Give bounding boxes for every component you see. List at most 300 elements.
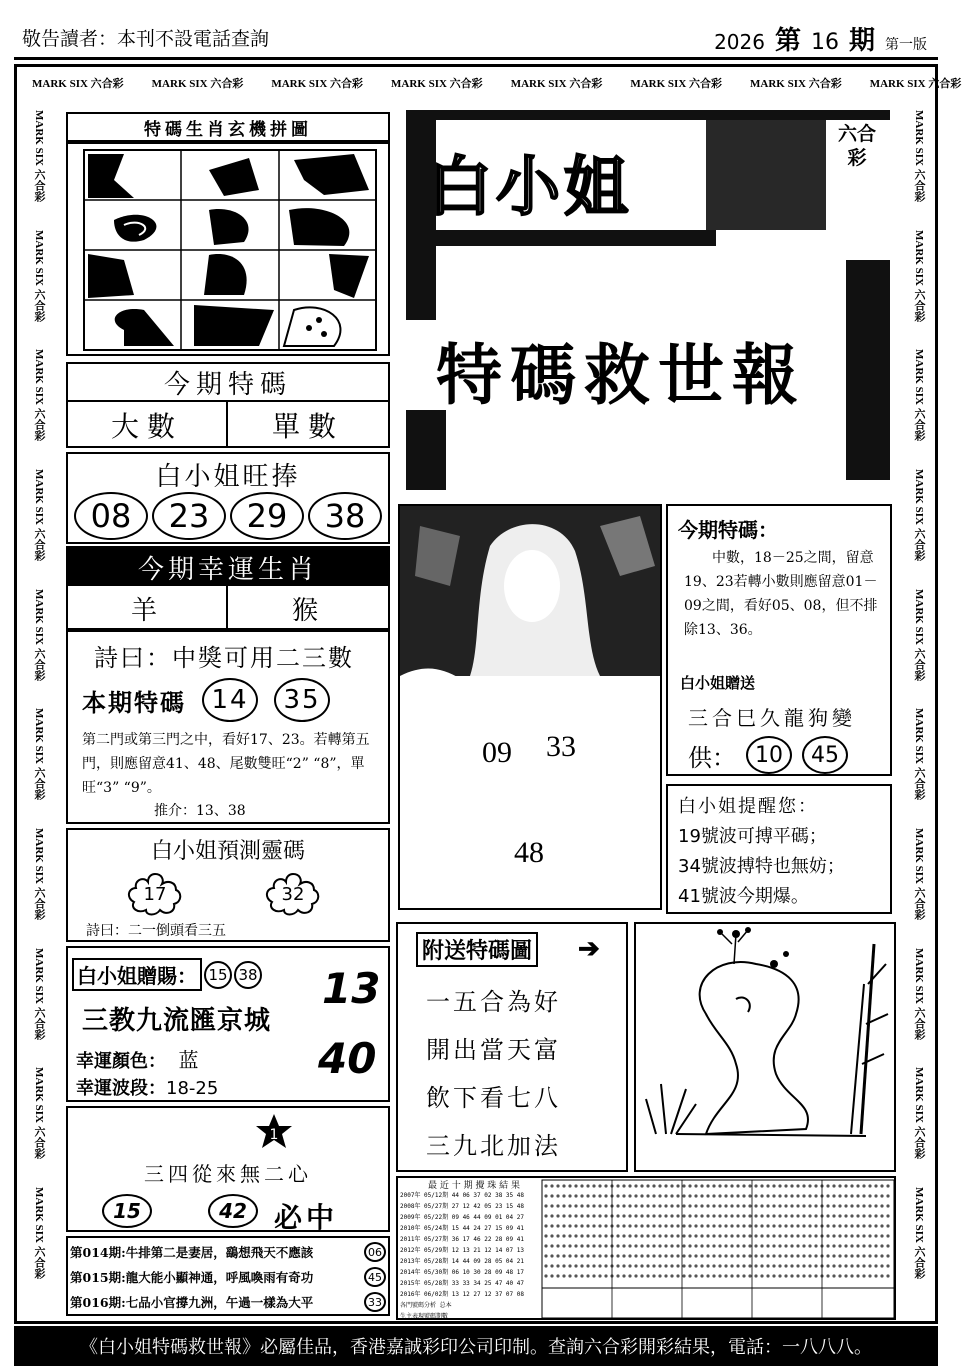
masthead-title-top: 白小姐: [428, 150, 632, 225]
grid-dot: [580, 1234, 583, 1237]
grid-dot: [796, 1224, 799, 1227]
grid-dot: [580, 1214, 583, 1217]
offer-label: 供：: [688, 743, 736, 772]
grid-dot: [886, 1194, 889, 1197]
grid-dot: [646, 1274, 649, 1277]
grid-dot: [802, 1204, 805, 1207]
grid-dot: [796, 1194, 799, 1197]
grid-dot: [664, 1234, 667, 1237]
grid-dot: [622, 1234, 625, 1237]
grid-dot: [586, 1264, 589, 1267]
grid-dot: [766, 1234, 769, 1237]
grid-dot: [850, 1184, 853, 1187]
grid-dot: [706, 1274, 709, 1277]
flower-number: [126, 870, 184, 918]
grid-dot: [808, 1274, 811, 1277]
grid-dot: [676, 1264, 679, 1267]
grid-dot: [628, 1274, 631, 1277]
grid-dot: [580, 1224, 583, 1227]
grid-dot: [724, 1254, 727, 1257]
grid-dot: [598, 1244, 601, 1247]
grid-dot: [700, 1264, 703, 1267]
grid-dot: [574, 1184, 577, 1187]
page-footer: 《白小姐特碼救世報》必屬佳品，香港嘉誠彩印公司印制。查詢六合彩開彩結果，電話：一八八八。: [14, 1326, 938, 1366]
grid-dot: [778, 1224, 781, 1227]
grid-dot: [694, 1234, 697, 1237]
grid-dot: [844, 1244, 847, 1247]
number-ball: 10: [746, 736, 792, 774]
grid-dot: [676, 1234, 679, 1237]
ribbon-text: MARK SIX 六合彩: [750, 78, 842, 90]
grid-dot: [832, 1184, 835, 1187]
drawing-box: [634, 922, 896, 1172]
dot-grid-icon: [542, 1180, 894, 1318]
grid-dot: [886, 1184, 889, 1187]
grid-dot: [784, 1224, 787, 1227]
grid-dot: [574, 1254, 577, 1257]
grid-dot: [598, 1194, 601, 1197]
edition-label: 第一版: [885, 37, 927, 53]
bonus-line: 開出當天富: [426, 1036, 561, 1064]
grid-dot: [706, 1214, 709, 1217]
grid-dot: [670, 1254, 673, 1257]
grid-dot: [778, 1214, 781, 1217]
grid-dot: [742, 1184, 745, 1187]
grid-dot: [550, 1234, 553, 1237]
grid-dot: [880, 1194, 883, 1197]
wang-bang-box: [66, 452, 390, 544]
grid-dot: [616, 1184, 619, 1187]
grid-dot: [874, 1184, 877, 1187]
grid-dot: [814, 1194, 817, 1197]
grid-dot: [778, 1254, 781, 1257]
grid-dot: [622, 1214, 625, 1217]
number-ball: 14: [202, 678, 258, 722]
grid-dot: [832, 1254, 835, 1257]
grid-dot: [790, 1194, 793, 1197]
grid-dot: [544, 1274, 547, 1277]
grid-dot: [742, 1204, 745, 1207]
grid-dot: [808, 1204, 811, 1207]
grid-dot: [580, 1264, 583, 1267]
gift-line: 三教九流匯京城: [82, 1006, 272, 1036]
grid-dot: [604, 1214, 607, 1217]
grid-dot: [772, 1204, 775, 1207]
predict-title: 白小姐預測靈碼: [150, 839, 305, 864]
grid-dot: [592, 1254, 595, 1257]
grid-dot: [760, 1194, 763, 1197]
grid-dot: [736, 1224, 739, 1227]
ribbon-text: MARK SIX 六合彩: [33, 110, 45, 202]
grid-dot: [694, 1274, 697, 1277]
grid-dot: [724, 1194, 727, 1197]
grid-dot: [562, 1204, 565, 1207]
bonus-line: 一五合為好: [426, 988, 561, 1016]
grid-dot: [682, 1214, 685, 1217]
ribbon-top: [18, 72, 962, 94]
grid-dot: [640, 1274, 643, 1277]
grid-dot: [766, 1274, 769, 1277]
grid-dot: [886, 1244, 889, 1247]
grid-dot: [814, 1224, 817, 1227]
grid-dot: [748, 1274, 751, 1277]
results-title: 最 近 十 期 攪 珠 結 果: [428, 1181, 521, 1191]
grid-dot: [634, 1234, 637, 1237]
grid-dot: [766, 1244, 769, 1247]
big-number: 40: [318, 1034, 377, 1083]
grid-dot: [832, 1244, 835, 1247]
grid-dot: [670, 1224, 673, 1227]
grid-dot: [856, 1244, 859, 1247]
grid-dot: [730, 1184, 733, 1187]
grid-dot: [544, 1204, 547, 1207]
grid-dot: [622, 1204, 625, 1207]
grid-dot: [700, 1184, 703, 1187]
grid-dot: [568, 1194, 571, 1197]
grid-dot: [646, 1194, 649, 1197]
grid-dot: [634, 1244, 637, 1247]
grid-dot: [784, 1254, 787, 1257]
lucky-color-label: 幸運顏色：: [76, 1051, 166, 1072]
grid-dot: [568, 1274, 571, 1277]
grid-dot: [676, 1214, 679, 1217]
grid-dot: [748, 1214, 751, 1217]
grid-dot: [700, 1234, 703, 1237]
grid-dot: [598, 1184, 601, 1187]
grid-dot: [544, 1184, 547, 1187]
grid-dot: [736, 1254, 739, 1257]
reminder-title: 白小姐提醒您：: [678, 796, 818, 817]
grid-dot: [616, 1244, 619, 1247]
reminder-line: 19號波可搏平碼；: [678, 826, 827, 847]
grid-dot: [676, 1254, 679, 1257]
grid-dot: [628, 1224, 631, 1227]
grid-dot: [634, 1184, 637, 1187]
grid-dot: [562, 1194, 565, 1197]
grid-dot: [880, 1254, 883, 1257]
grid-dot: [802, 1224, 805, 1227]
grid-dot: [556, 1184, 559, 1187]
grid-dot: [574, 1244, 577, 1247]
grid-dot: [550, 1214, 553, 1217]
grid-dot: [790, 1254, 793, 1257]
grid-dot: [838, 1204, 841, 1207]
grid-dot: [604, 1254, 607, 1257]
grid-dot: [544, 1244, 547, 1247]
grid-dot: [814, 1274, 817, 1277]
grid-dot: [760, 1214, 763, 1217]
grid-dot: [856, 1214, 859, 1217]
grid-dot: [640, 1214, 643, 1217]
grid-dot: [628, 1264, 631, 1267]
grid-dot: [730, 1224, 733, 1227]
grid-dot: [574, 1194, 577, 1197]
grid-dot: [580, 1184, 583, 1187]
number-ball: 45: [802, 736, 848, 774]
grid-dot: [550, 1184, 553, 1187]
grid-dot: [802, 1184, 805, 1187]
bonus-code-title: 附送特碼圖: [416, 932, 538, 967]
grid-dot: [676, 1244, 679, 1247]
grid-dot: [562, 1254, 565, 1257]
grid-dot: [580, 1274, 583, 1277]
grid-dot: [670, 1194, 673, 1197]
grid-dot: [748, 1234, 751, 1237]
grid-dot: [562, 1224, 565, 1227]
grid-dot: [646, 1224, 649, 1227]
gift-row: [72, 958, 262, 991]
lucky-color-row: [76, 1044, 199, 1073]
grid-dot: [616, 1234, 619, 1237]
grid-dot: [706, 1234, 709, 1237]
grid-dot: [550, 1264, 553, 1267]
grid-dot: [568, 1204, 571, 1207]
grid-dot: [652, 1274, 655, 1277]
grid-dot: [754, 1254, 757, 1257]
grid-dot: [658, 1224, 661, 1227]
grid-dot: [640, 1234, 643, 1237]
table-row: 2013年 05/28期 14 44 09 28 05 04 21: [400, 1258, 524, 1265]
grid-dot: [784, 1184, 787, 1187]
grid-dot: [730, 1194, 733, 1197]
grid-dot: [556, 1224, 559, 1227]
grid-dot: [694, 1244, 697, 1247]
big-number: 13: [322, 964, 381, 1013]
grid-dot: [736, 1274, 739, 1277]
number-ball: 15: [204, 961, 232, 989]
grid-dot: [802, 1274, 805, 1277]
grid-dot: [748, 1204, 751, 1207]
grid-dot: [826, 1184, 829, 1187]
grid-dot: [766, 1254, 769, 1257]
history-text: 第016期:七品小官撐九洲，午過一樣為大平: [70, 1295, 314, 1310]
grid-dot: [856, 1264, 859, 1267]
grid-dot: [682, 1204, 685, 1207]
grid-dot: [646, 1204, 649, 1207]
table-row: 2009年 05/22期 09 46 44 09 01 04 27: [400, 1214, 524, 1221]
grid-dot: [796, 1254, 799, 1257]
ribbon-text: MARK SIX 六合彩: [913, 110, 925, 202]
grid-dot: [586, 1244, 589, 1247]
grid-dot: [868, 1234, 871, 1237]
grid-dot: [712, 1184, 715, 1187]
grid-dot: [652, 1224, 655, 1227]
grid-dot: [778, 1204, 781, 1207]
grid-dot: [658, 1264, 661, 1267]
grid-dot: [628, 1204, 631, 1207]
grid-dot: [700, 1194, 703, 1197]
grid-dot: [682, 1224, 685, 1227]
rock-bamboo-drawing-icon: [636, 924, 894, 1170]
grid-dot: [622, 1244, 625, 1247]
grid-dot: [562, 1234, 565, 1237]
grid-dot: [574, 1214, 577, 1217]
lucky-color: 蓝: [178, 1048, 199, 1072]
grid-dot: [772, 1244, 775, 1247]
lucky-zodiac-title: 今期幸運生肖: [68, 548, 388, 586]
grid-dot: [646, 1264, 649, 1267]
portrait-image: [400, 506, 660, 706]
grid-dot: [604, 1274, 607, 1277]
grid-dot: [718, 1254, 721, 1257]
history-box: [66, 1236, 390, 1316]
grid-dot: [796, 1244, 799, 1247]
grid-dot: [586, 1254, 589, 1257]
gift-subtitle: 白小姐贈送: [680, 674, 756, 692]
ribbon-text: MARK SIX 六合彩: [33, 469, 45, 561]
grid-dot: [556, 1254, 559, 1257]
grid-dot: [628, 1184, 631, 1187]
sure-box: [66, 1106, 390, 1232]
grid-dot: [694, 1254, 697, 1257]
grid-dot: [784, 1264, 787, 1267]
grid-dot: [664, 1184, 667, 1187]
grid-dot: [868, 1254, 871, 1257]
grid-dot: [850, 1224, 853, 1227]
grid-dot: [808, 1234, 811, 1237]
grid-dot: [706, 1184, 709, 1187]
grid-dot: [748, 1254, 751, 1257]
grid-dot: [604, 1194, 607, 1197]
grid-dot: [550, 1224, 553, 1227]
history-row: [70, 1290, 382, 1314]
grid-dot: [712, 1264, 715, 1267]
grid-dot: [772, 1184, 775, 1187]
grid-dot: [874, 1224, 877, 1227]
today-code-size: 大數: [68, 402, 228, 448]
table-row: 2011年 05/27期 36 17 46 22 28 09 41: [400, 1236, 524, 1243]
grid-dot: [586, 1184, 589, 1187]
grid-dot: [652, 1204, 655, 1207]
grid-dot: [850, 1274, 853, 1277]
grid-dot: [658, 1274, 661, 1277]
grid-dot: [562, 1274, 565, 1277]
grid-dot: [766, 1264, 769, 1267]
star-icon: [254, 1112, 294, 1152]
grid-dot: [838, 1254, 841, 1257]
grid-dot: [850, 1264, 853, 1267]
grid-dot: [682, 1194, 685, 1197]
table-row: 2012年 05/29期 12 13 21 12 14 07 13: [400, 1247, 524, 1254]
grid-dot: [844, 1184, 847, 1187]
grid-dot: [874, 1204, 877, 1207]
grid-dot: [826, 1254, 829, 1257]
grid-dot: [544, 1254, 547, 1257]
photo-number: 48: [514, 836, 544, 869]
grid-dot: [676, 1204, 679, 1207]
grid-dot: [634, 1274, 637, 1277]
grid-dot: [748, 1244, 751, 1247]
grid-dot: [700, 1214, 703, 1217]
grid-dot: [784, 1274, 787, 1277]
grid-dot: [796, 1274, 799, 1277]
grid-dot: [712, 1204, 715, 1207]
predict-poem: 詩曰：二一倒頭看三五: [86, 923, 226, 939]
grid-dot: [706, 1244, 709, 1247]
grid-dot: [628, 1214, 631, 1217]
history-row: [70, 1240, 382, 1264]
grid-dot: [646, 1234, 649, 1237]
grid-dot: [616, 1194, 619, 1197]
grid-dot: [856, 1234, 859, 1237]
grid-dot: [814, 1244, 817, 1247]
grid-dot: [544, 1234, 547, 1237]
grid-dot: [862, 1224, 865, 1227]
today-code-parity: 單數: [271, 410, 344, 443]
grid-dot: [754, 1264, 757, 1267]
flower-number-text: 17: [143, 883, 167, 905]
number-ball: 08: [74, 492, 148, 540]
grid-dot: [874, 1264, 877, 1267]
lucky-wave-row: [76, 1074, 218, 1100]
grid-dot: [838, 1214, 841, 1217]
grid-dot: [574, 1204, 577, 1207]
grid-dot: [886, 1274, 889, 1277]
reminder-line: 41號波今期爆。: [678, 886, 809, 907]
gift-box: [66, 946, 390, 1102]
grid-dot: [772, 1194, 775, 1197]
grid-dot: [556, 1194, 559, 1197]
grid-dot: [688, 1244, 691, 1247]
grid-dot: [616, 1254, 619, 1257]
grid-dot: [772, 1264, 775, 1267]
grid-dot: [850, 1194, 853, 1197]
grid-dot: [622, 1224, 625, 1227]
grid-dot: [574, 1224, 577, 1227]
grid-dot: [724, 1264, 727, 1267]
puzzle-title: 特碼生肖玄機拼圖: [66, 112, 390, 142]
grid-dot: [706, 1254, 709, 1257]
grid-dot: [760, 1234, 763, 1237]
offer-row: [688, 736, 848, 774]
grid-dot: [556, 1204, 559, 1207]
grid-dot: [772, 1274, 775, 1277]
grid-dot: [622, 1264, 625, 1267]
grid-dot: [574, 1264, 577, 1267]
ribbon-left: [28, 96, 50, 1320]
grid-dot: [730, 1214, 733, 1217]
grid-dot: [802, 1234, 805, 1237]
number-ball: 33: [364, 1292, 386, 1312]
grid-dot: [658, 1194, 661, 1197]
grid-dot: [868, 1204, 871, 1207]
grid-dot: [592, 1274, 595, 1277]
grid-dot: [700, 1224, 703, 1227]
poem-analysis: 第二門或第三門之中，看好17、23。若轉第五門，則應留意41、48、尾數雙旺“2” “8”，單旺“3” “9”。: [82, 732, 370, 796]
grid-dot: [568, 1234, 571, 1237]
grid-dot: [832, 1214, 835, 1217]
grid-dot: [796, 1184, 799, 1187]
grid-dot: [814, 1264, 817, 1267]
grid-dot: [598, 1224, 601, 1227]
grid-dot: [868, 1274, 871, 1277]
grid-dot: [772, 1254, 775, 1257]
grid-dot: [730, 1234, 733, 1237]
issue-number: 16: [810, 30, 839, 55]
table-row: 2015年 05/28期 33 33 34 25 47 40 47: [400, 1280, 524, 1287]
grid-dot: [598, 1264, 601, 1267]
grid-dot: [616, 1224, 619, 1227]
grid-dot: [754, 1234, 757, 1237]
ribbon-text: MARK SIX 六合彩: [391, 78, 483, 90]
lucky-wave-label: 幸運波段：: [76, 1078, 166, 1099]
grid-dot: [832, 1274, 835, 1277]
grid-dot: [634, 1204, 637, 1207]
history-text: 第015期:龍大能小顯神通，呼風喚雨有奇功: [70, 1270, 314, 1285]
grid-dot: [628, 1194, 631, 1197]
grid-dot: [778, 1264, 781, 1267]
grid-dot: [688, 1194, 691, 1197]
